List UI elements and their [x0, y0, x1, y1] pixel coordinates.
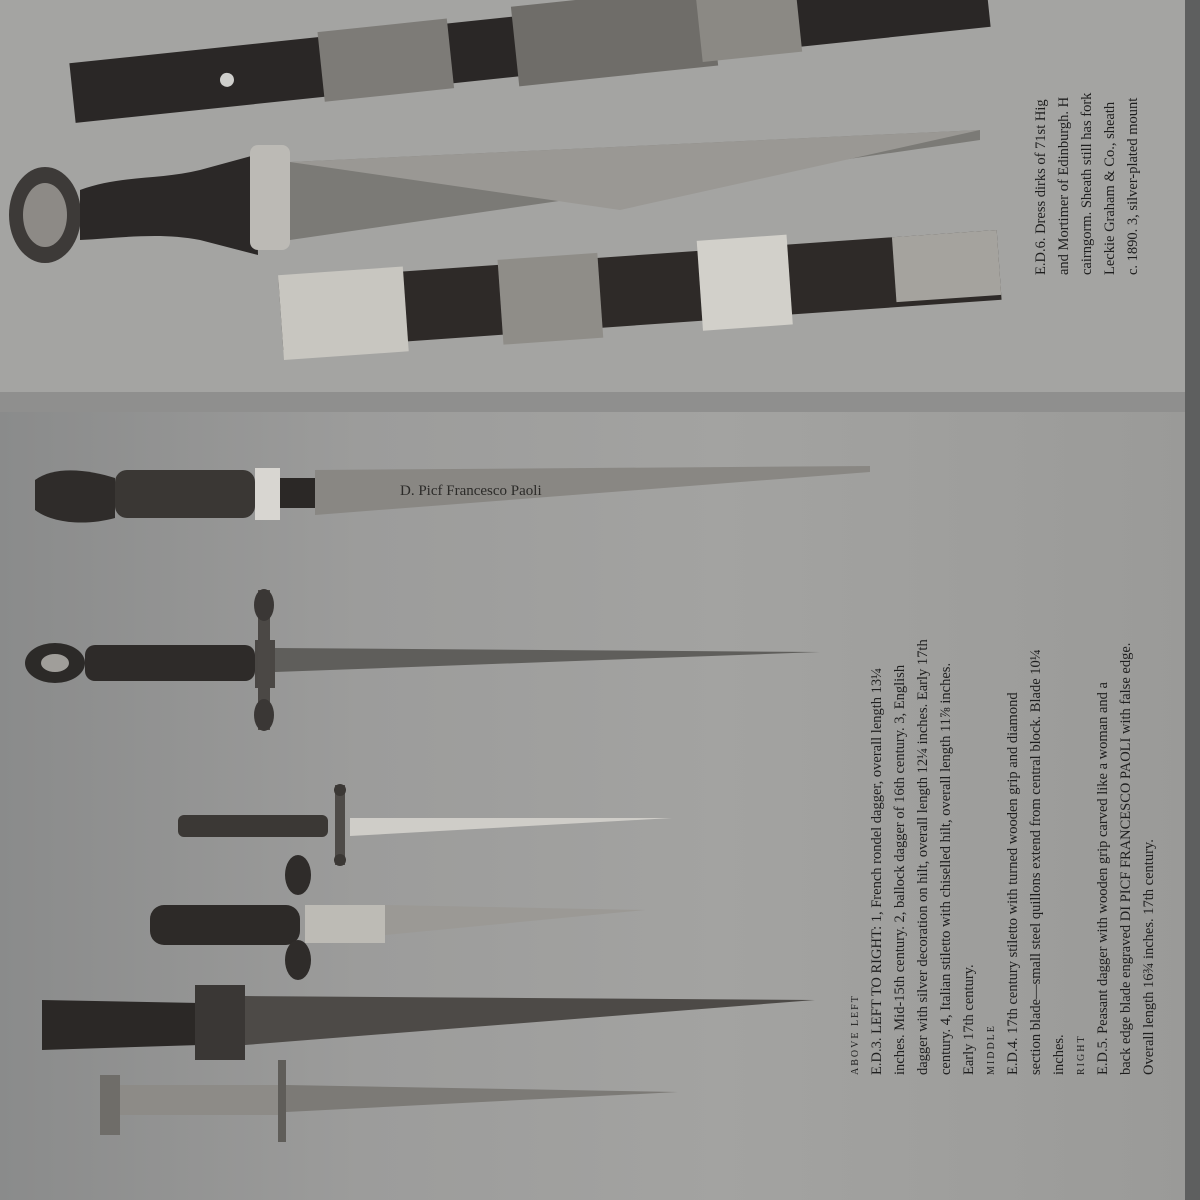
- ed4-line-1: E.D.4. 17th century stiletto with turned wooden grip and diamond: [1005, 692, 1021, 1075]
- ed3-line-3: dagger with silver decoration on hilt, overall length 12¼ inches. Early 17th: [915, 639, 931, 1075]
- ed6-line-1: E.D.6. Dress dirks of 71st Hig: [1033, 99, 1049, 275]
- peasant-dagger-ed5: [35, 466, 870, 523]
- ed6-line-3: cairngorm. Sheath still has fork: [1079, 92, 1095, 275]
- ed4-line-3: inches.: [1051, 1034, 1067, 1075]
- ed3-line-1: E.D.3. LEFT TO RIGHT: 1, French rondel dagger, overall length 13¼: [869, 667, 885, 1075]
- caption-left-page: [845, 639, 1161, 1075]
- heading-middle: MIDDLE: [986, 1024, 997, 1075]
- book-gutter: [0, 392, 1200, 412]
- ballock-dagger-2: [42, 985, 815, 1060]
- rondel-dagger-1: [100, 1060, 678, 1142]
- ed3-line-5: Early 17th century.: [961, 964, 977, 1075]
- ed6-line-4: Leckie Graham & Co., sheath: [1102, 101, 1118, 275]
- heading-above-left: ABOVE LEFT: [850, 994, 861, 1075]
- ed5-line-1: E.D.5. Peasant dagger with wooden grip carved like a woman and a: [1095, 682, 1111, 1075]
- italian-stiletto-4: [178, 784, 672, 866]
- blade-inscription: D. Picf Francesco Paoli: [400, 483, 542, 499]
- stiletto-ed4: [25, 589, 820, 731]
- english-dagger-3: [150, 855, 645, 980]
- ed6-line-5: c. 1890. 3, silver-plated mount: [1125, 97, 1141, 275]
- ed3-line-4: century. 4, Italian stiletto with chiselled hilt, overall length 11⅞ inches.: [938, 662, 954, 1075]
- ed5-line-2: back edge blade engraved DI PICF FRANCESCO PAOLI with false edge.: [1118, 642, 1134, 1075]
- page-edge-shadow: [1185, 0, 1200, 1200]
- caption-right-page: [1030, 93, 1145, 275]
- ed4-line-2: section blade—small steel quillons extend from central block. Blade 10¼: [1028, 649, 1044, 1075]
- heading-right: RIGHT: [1076, 1034, 1087, 1075]
- ed5-line-3: Overall length 16¾ inches. 17th century.: [1141, 839, 1157, 1075]
- ed3-line-2: inches. Mid-15th century. 2, ballock dagger of 16th century. 3, English: [892, 664, 908, 1075]
- ed6-line-2: and Mortimer of Edinburgh. H: [1056, 96, 1072, 275]
